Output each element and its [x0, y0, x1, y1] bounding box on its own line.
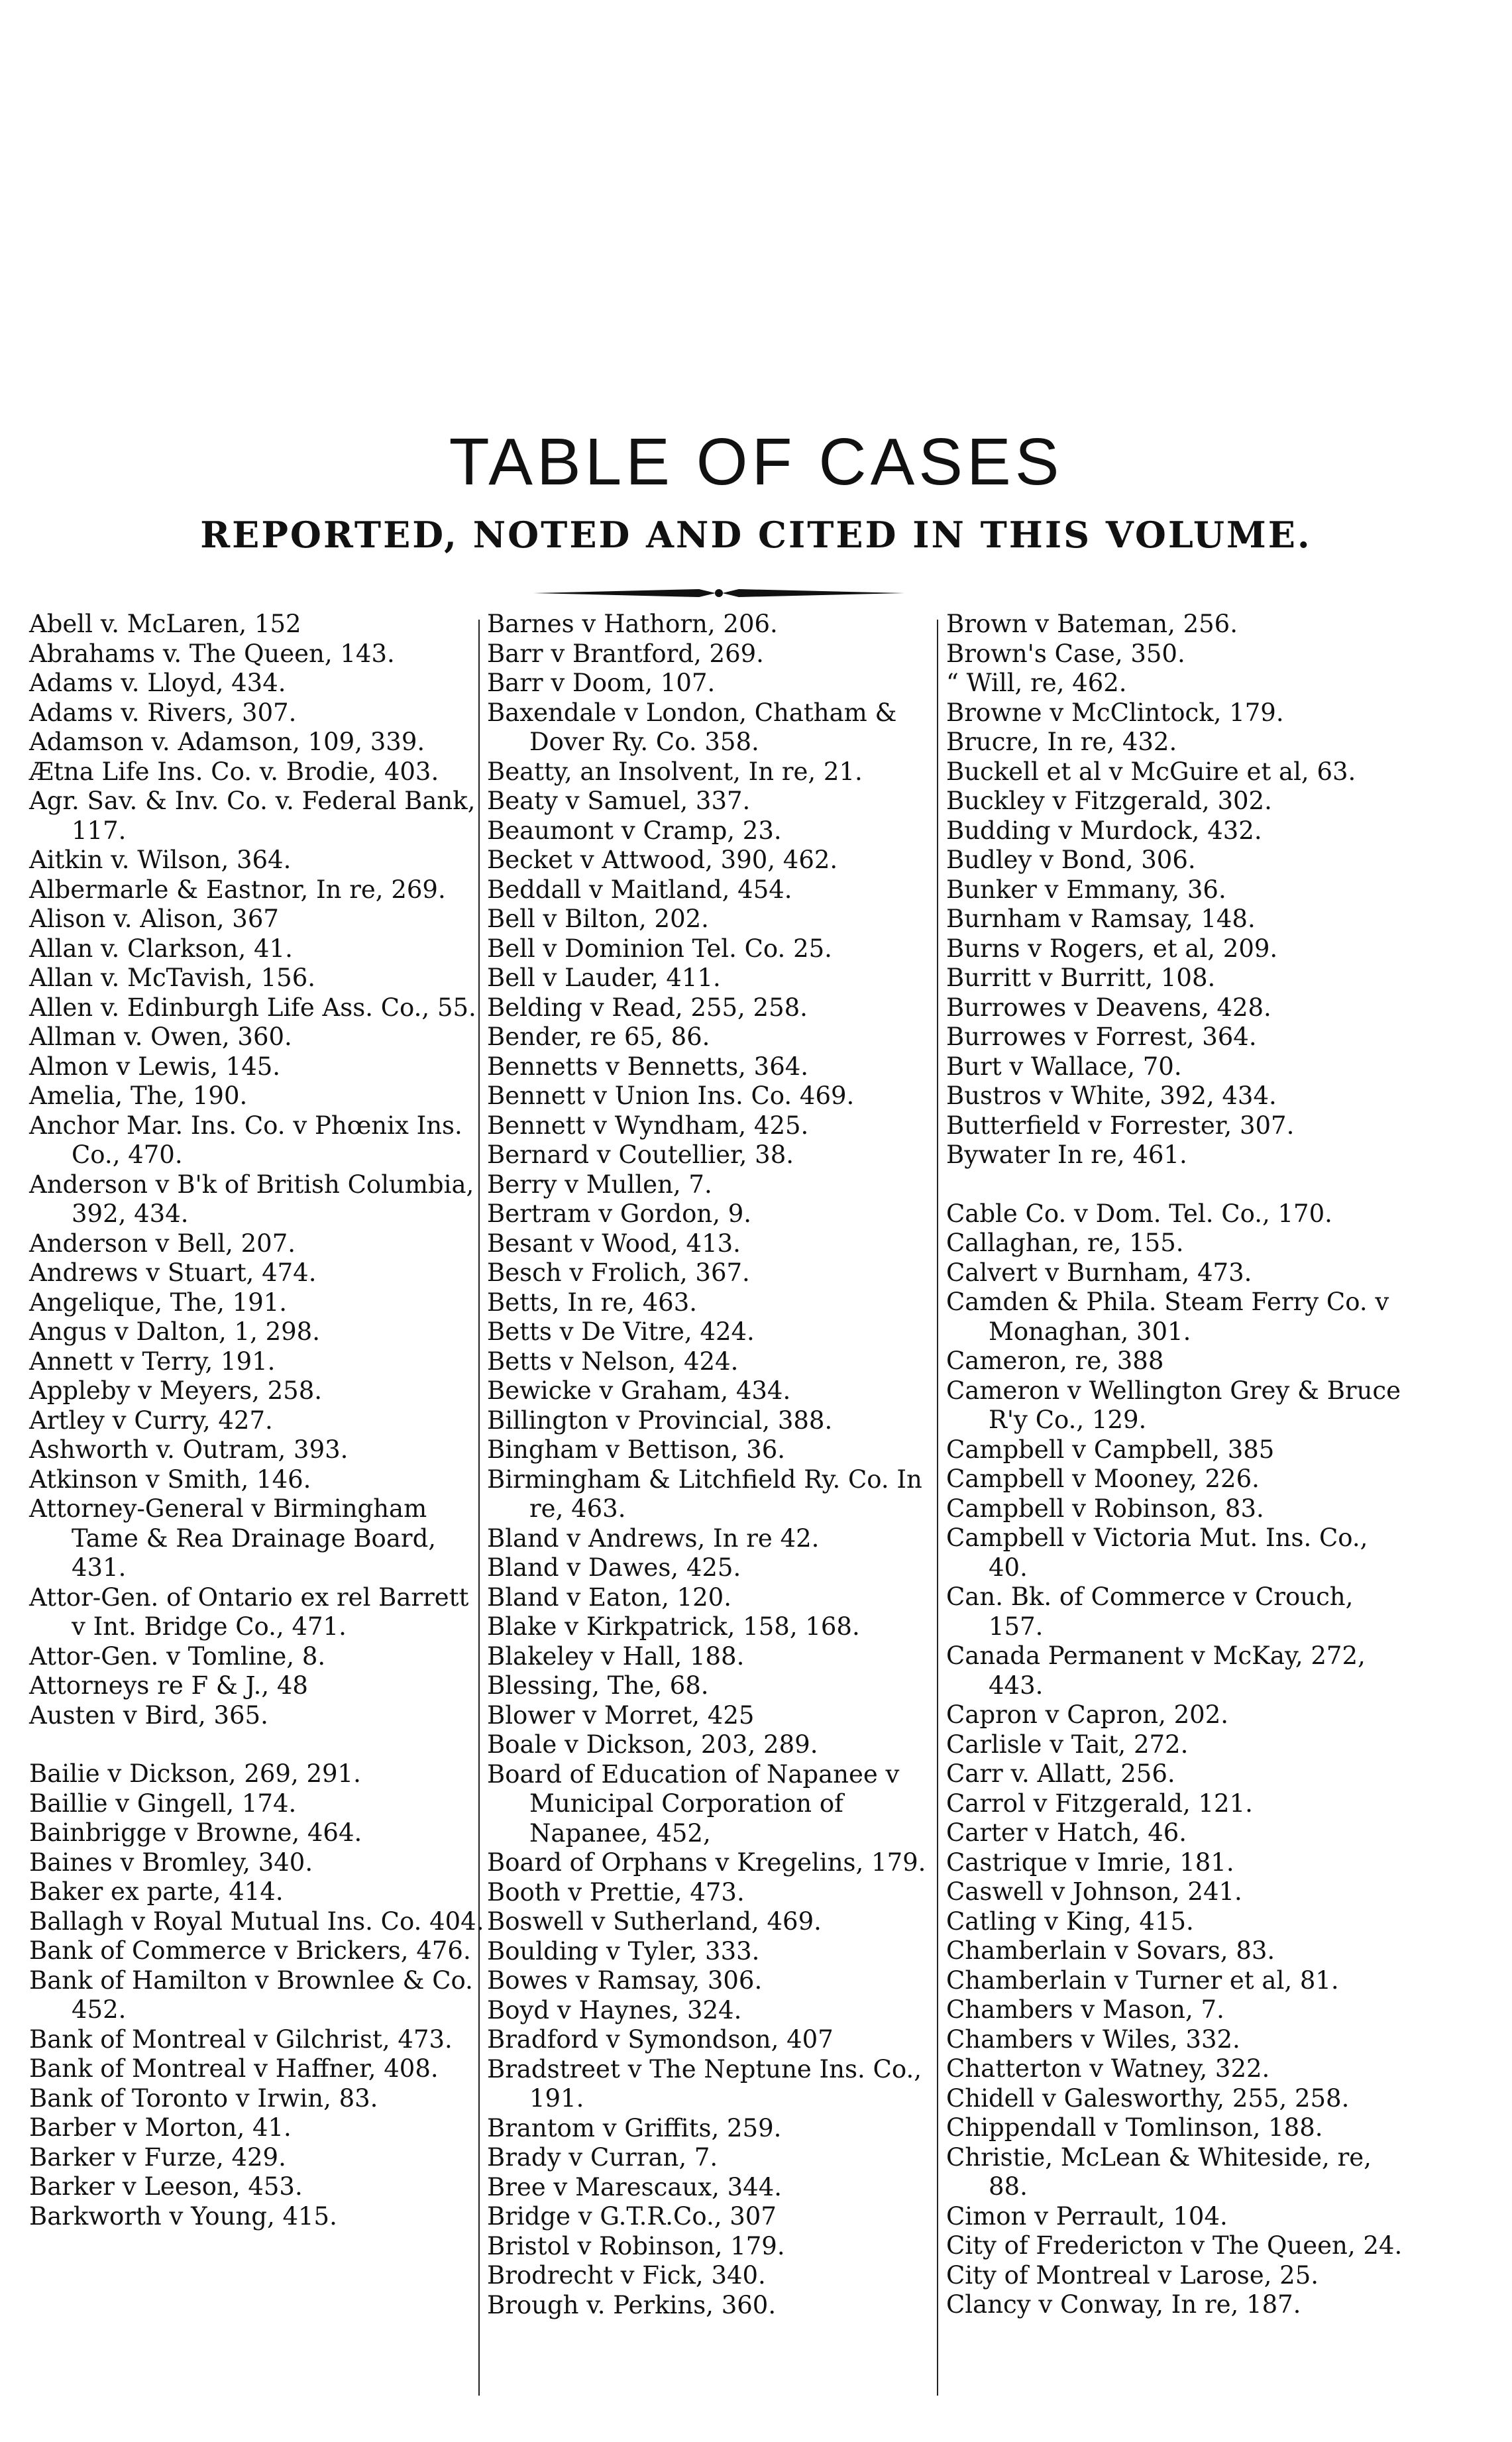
case-entry: Campbell v Mooney, 226. — [946, 1465, 1260, 1493]
case-entry: Campbell v Robinson, 83. — [946, 1494, 1264, 1523]
case-entry: Angelique, The, 191. — [29, 1288, 288, 1317]
case-entry: Bustros v White, 392, 434. — [946, 1082, 1277, 1110]
case-entry: Barkworth v Young, 415. — [29, 2201, 337, 2231]
case-column-2 — [487, 610, 944, 2392]
case-entry: Andrews v Stuart, 474. — [29, 1258, 317, 1287]
case-entry: Burt v Wallace, 70. — [946, 1052, 1182, 1081]
case-entry: Angus v Dalton, 1, 298. — [29, 1317, 320, 1346]
case-entry: Bank of Hamilton v Brownlee & Co. 452. — [29, 1966, 473, 2024]
case-entry: Bland v Andrews, In re 42. — [487, 1524, 820, 1553]
case-entry: Albermarle & Eastnor, In re, 269. — [29, 875, 446, 904]
case-entry: Amelia, The, 190. — [29, 1082, 248, 1110]
case-entry: Cameron v Wellington Grey & Bruce R'y Co., 129. — [946, 1376, 1401, 1434]
case-entry: Appleby v Meyers, 258. — [29, 1376, 322, 1405]
case-entry: Allman v. Owen, 360. — [29, 1023, 292, 1051]
case-entry: Beddall v Maitland, 454. — [487, 875, 792, 904]
case-entry: Camden & Phila. Steam Ferry Co. v Monaghan, 301. — [946, 1288, 1389, 1346]
case-entry: Blakeley v Hall, 188. — [487, 1641, 745, 1671]
case-entry: Agr. Sav. & Inv. Co. v. Federal Bank, 117. — [29, 787, 476, 845]
case-entry: Brough v. Perkins, 360. — [487, 2290, 777, 2319]
case-entry: Buckell et al v McGuire et al, 63. — [946, 757, 1356, 786]
case-entry: Bradford v Symondson, 407 — [487, 2025, 834, 2054]
case-entry: Bree v Marescaux, 344. — [487, 2172, 782, 2201]
case-column-1 — [29, 610, 486, 2392]
case-entry: Barker v Furze, 429. — [29, 2142, 286, 2172]
case-entry: Besch v Frolich, 367. — [487, 1258, 750, 1287]
case-entry: Campbell v Campbell, 385 — [946, 1435, 1275, 1464]
case-entry: Betts v Nelson, 424. — [487, 1347, 739, 1376]
case-entry: Barnes v Hathorn, 206. — [487, 610, 778, 638]
case-entry: Berry v Mullen, 7. — [487, 1170, 712, 1199]
case-entry: Bewicke v Graham, 434. — [487, 1376, 791, 1405]
case-entry: Bank of Montreal v Haffner, 408. — [29, 2054, 439, 2083]
case-entry: Bailie v Dickson, 269, 291. — [29, 1759, 361, 1788]
case-entry: Canada Permanent v McKay, 272, 443. — [946, 1641, 1366, 1700]
case-entry: Chippendall v Tomlinson, 188. — [946, 2113, 1323, 2142]
case-entry: Annett v Terry, 191. — [29, 1347, 276, 1376]
case-entry: Betts, In re, 463. — [487, 1288, 698, 1317]
case-entry: Bank of Montreal v Gilchrist, 473. — [29, 2025, 453, 2054]
case-entry: Ballagh v Royal Mutual Ins. Co. 404. — [29, 1907, 484, 1936]
case-entry: Brantom v Griffits, 259. — [487, 2113, 782, 2142]
case-entry: Ætna Life Ins. Co. v. Brodie, 403. — [29, 757, 439, 786]
case-entry: Cimon v Perrault, 104. — [946, 2201, 1228, 2231]
case-entry: Beaty v Samuel, 337. — [487, 787, 751, 815]
case-entry: Board of Orphans v Kregelins, 179. — [487, 1848, 926, 1877]
case-entry: Adams v. Rivers, 307. — [29, 698, 297, 727]
case-entry: Chamberlain v Sovars, 83. — [946, 1936, 1275, 1965]
case-entry: Bennett v Wyndham, 425. — [487, 1111, 809, 1140]
case-entry: Carter v Hatch, 46. — [946, 1818, 1187, 1847]
case-entry: Birmingham & Litchfield Ry. Co. In re, 463. — [487, 1465, 922, 1523]
case-entry: Abrahams v. The Queen, 143. — [29, 639, 395, 668]
case-entry: Bywater In re, 461. — [946, 1140, 1187, 1169]
case-entry: Cable Co. v Dom. Tel. Co., 170. — [946, 1199, 1332, 1228]
case-entry: Booth v Prettie, 473. — [487, 1877, 745, 1907]
case-entry: Bowes v Ramsay, 306. — [487, 1966, 763, 1995]
case-entry: Bennett v Union Ins. Co. 469. — [487, 1082, 855, 1110]
case-entry: Boswell v Sutherland, 469. — [487, 1907, 822, 1936]
case-entry: Callaghan, re, 155. — [946, 1229, 1184, 1257]
case-entry: Bernard v Coutellier, 38. — [487, 1140, 794, 1169]
case-entry: Adamson v. Adamson, 109, 339. — [29, 728, 425, 756]
case-entry: Bertram v Gordon, 9. — [487, 1199, 752, 1228]
case-entry: Calvert v Burnham, 473. — [946, 1258, 1252, 1287]
case-entry: Attor-Gen. v Tomline, 8. — [29, 1641, 326, 1671]
case-entry: “ Will, re, 462. — [946, 669, 1127, 697]
case-entry: Chambers v Wiles, 332. — [946, 2025, 1240, 2054]
case-entry: Bristol v Robinson, 179. — [487, 2231, 785, 2260]
case-entry: Bell v Bilton, 202. — [487, 905, 709, 933]
case-entry: Burnham v Ramsay, 148. — [946, 905, 1256, 933]
section-gap — [29, 1730, 486, 1759]
case-entry: Barber v Morton, 41. — [29, 2113, 292, 2142]
case-entry: Capron v Capron, 202. — [946, 1700, 1229, 1729]
case-entry: Betts v De Vitre, 424. — [487, 1317, 755, 1346]
ornament-divider — [533, 586, 904, 600]
case-entry: Billington v Provincial, 388. — [487, 1406, 833, 1435]
case-entry: Anchor Mar. Ins. Co. v Phœnix Ins. Co., 470. — [29, 1111, 462, 1169]
case-entry: Besant v Wood, 413. — [487, 1229, 741, 1258]
case-entry: Chatterton v Watney, 322. — [946, 2054, 1270, 2083]
case-entry: Brucre, In re, 432. — [946, 728, 1177, 756]
case-entry: Baker ex parte, 414. — [29, 1877, 284, 1906]
case-entry: Bell v Dominion Tel. Co. 25. — [487, 934, 832, 963]
case-entry: Allan v. Clarkson, 41. — [29, 934, 293, 963]
case-entry: Baines v Bromley, 340. — [29, 1848, 313, 1877]
case-entry: Cameron, re, 388 — [946, 1347, 1164, 1375]
case-entry: Buckley v Fitzgerald, 302. — [946, 787, 1272, 815]
case-entry: Can. Bk. of Commerce v Crouch, 157. — [946, 1582, 1354, 1641]
case-entry: Butterfield v Forrester, 307. — [946, 1111, 1295, 1140]
case-entry: Beaumont v Cramp, 23. — [487, 816, 782, 845]
case-entry: Allan v. McTavish, 156. — [29, 964, 316, 992]
case-entry: Bunker v Emmany, 36. — [946, 875, 1226, 904]
case-entry: Catling v King, 415. — [946, 1907, 1194, 1936]
case-entry: Bridge v G.T.R.Co., 307 — [487, 2202, 777, 2231]
case-entry: Bingham v Bettison, 36. — [487, 1435, 786, 1464]
case-entry: Bradstreet v The Neptune Ins. Co., 191. — [487, 2054, 922, 2113]
case-entry: Boale v Dickson, 203, 289. — [487, 1730, 818, 1759]
case-entry: Attorney-General v Birmingham Tame & Rea Drainage Board, 431. — [29, 1494, 437, 1582]
case-entry: Beatty, an Insolvent, In re, 21. — [487, 757, 863, 786]
case-entry: Burrowes v Forrest, 364. — [946, 1023, 1257, 1051]
case-entry: Browne v McClintock, 179. — [946, 698, 1284, 727]
case-entry: Carr v. Allatt, 256. — [946, 1759, 1175, 1788]
case-entry: Carlisle v Tait, 272. — [946, 1730, 1189, 1759]
case-entry: Allen v. Edinburgh Life Ass. Co., 55. — [29, 993, 476, 1022]
case-entry: Chambers v Mason, 7. — [946, 1995, 1224, 2024]
case-entry: Christie, McLean & Whiteside, re, 88. — [946, 2142, 1372, 2201]
case-entry: Burrowes v Deavens, 428. — [946, 993, 1271, 1022]
case-entry: City of Fredericton v The Queen, 24. — [946, 2231, 1403, 2260]
case-entry: Austen v Bird, 365. — [29, 1700, 268, 1730]
case-entry: Boyd v Haynes, 324. — [487, 1995, 742, 2025]
case-entry: Atkinson v Smith, 146. — [29, 1465, 311, 1494]
case-entry: Attorneys re F & J., 48 — [29, 1671, 308, 1700]
case-entry: Abell v. McLaren, 152 — [29, 610, 301, 638]
case-entry: Chidell v Galesworthy, 255, 258. — [946, 2083, 1350, 2113]
page-subtitle: REPORTED, NOTED AND CITED IN THIS VOLUME. — [200, 514, 1312, 556]
page-title: TABLE OF CASES — [449, 425, 1063, 499]
case-entry: Bell v Lauder, 411. — [487, 964, 721, 992]
case-entry: Budding v Murdock, 432. — [946, 816, 1262, 845]
case-entry: Caswell v Johnson, 241. — [946, 1877, 1242, 1906]
case-entry: Alison v. Alison, 367 — [29, 905, 279, 933]
case-entry: Anderson v B'k of British Columbia, 392, 434. — [29, 1170, 474, 1228]
case-entry: Boulding v Tyler, 333. — [487, 1936, 760, 1966]
case-entry: Bennetts v Bennetts, 364. — [487, 1052, 809, 1081]
case-entry: Campbell v Victoria Mut. Ins. Co., 40. — [946, 1524, 1368, 1582]
case-entry: Ashworth v. Outram, 393. — [29, 1435, 349, 1464]
case-entry: Carrol v Fitzgerald, 121. — [946, 1789, 1253, 1818]
case-entry: City of Montreal v Larose, 25. — [946, 2260, 1319, 2290]
case-entry: Blower v Morret, 425 — [487, 1700, 755, 1730]
case-entry: Baxendale v London, Chatham & Dover Ry. Co. 358. — [487, 698, 897, 756]
case-entry: Brady v Curran, 7. — [487, 2143, 718, 2172]
section-gap — [946, 1170, 1403, 1199]
case-entry: Brown v Bateman, 256. — [946, 610, 1238, 638]
case-entry: Bank of Toronto v Irwin, 83. — [29, 2083, 378, 2113]
case-entry: Barr v Brantford, 269. — [487, 639, 764, 668]
case-entry: Aitkin v. Wilson, 364. — [29, 846, 292, 874]
case-entry: Becket v Attwood, 390, 462. — [487, 846, 838, 874]
case-entry: Clancy v Conway, In re, 187. — [946, 2290, 1301, 2319]
case-entry: Belding v Read, 255, 258. — [487, 993, 808, 1022]
case-entry: Barker v Leeson, 453. — [29, 2172, 303, 2201]
case-entry: Bland v Dawes, 425. — [487, 1553, 741, 1582]
case-entry: Artley v Curry, 427. — [29, 1406, 273, 1435]
case-entry: Budley v Bond, 306. — [946, 846, 1196, 874]
case-entry: Bainbrigge v Browne, 464. — [29, 1818, 362, 1847]
case-entry: Burns v Rogers, et al, 209. — [946, 934, 1278, 963]
case-entry: Brodrecht v Fick, 340. — [487, 2261, 766, 2290]
case-entry: Bank of Commerce v Brickers, 476. — [29, 1936, 471, 1965]
case-entry: Almon v Lewis, 145. — [29, 1052, 281, 1081]
case-entry: Blessing, The, 68. — [487, 1671, 709, 1700]
case-entry: Bender, re 65, 86. — [487, 1023, 710, 1051]
case-entry: Burritt v Burritt, 108. — [946, 964, 1216, 992]
case-entry: Brown's Case, 350. — [946, 639, 1185, 668]
case-entry: Baillie v Gingell, 174. — [29, 1789, 297, 1818]
case-column-3 — [946, 610, 1403, 2392]
case-entry: Barr v Doom, 107. — [487, 669, 716, 697]
case-entry: Bland v Eaton, 120. — [487, 1582, 731, 1612]
case-entry: Chamberlain v Turner et al, 81. — [946, 1966, 1339, 1995]
case-entry: Castrique v Imrie, 181. — [946, 1848, 1234, 1877]
case-entry: Blake v Kirkpatrick, 158, 168. — [487, 1612, 860, 1641]
case-entry: Adams v. Lloyd, 434. — [29, 669, 286, 697]
case-entry: Anderson v Bell, 207. — [29, 1229, 296, 1258]
case-entry: Attor-Gen. of Ontario ex rel Barrett v Int. Bridge Co., 471. — [29, 1582, 469, 1641]
case-entry: Board of Education of Napanee v Municipal Corporation of Napanee, 452, — [487, 1759, 900, 1848]
